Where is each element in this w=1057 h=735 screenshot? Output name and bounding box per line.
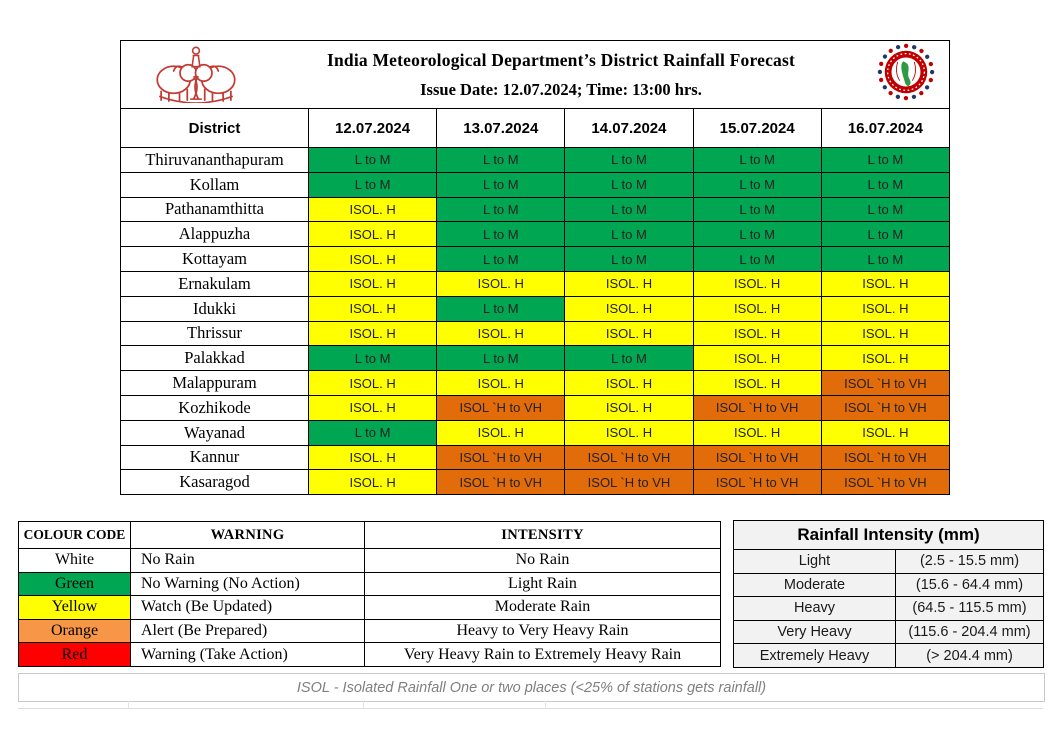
forecast-cell: ISOL. H — [821, 346, 949, 371]
intensity-row — [734, 620, 1044, 644]
forecast-cell: ISOL. H — [565, 395, 693, 420]
district-name: Kollam — [121, 172, 309, 197]
forecast-cell: ISOL `H to VH — [821, 470, 949, 495]
forecast-cell: ISOL. H — [693, 296, 821, 321]
colour-code-cell: White — [19, 549, 131, 573]
forecast-row — [121, 172, 950, 197]
forecast-row — [121, 148, 950, 173]
forecast-cell: L to M — [821, 172, 949, 197]
forecast-cell: ISOL. H — [309, 445, 437, 470]
legend-column-header: WARNING — [131, 522, 365, 549]
forecast-cell: L to M — [693, 247, 821, 272]
district-name: Ernakulam — [121, 271, 309, 296]
forecast-cell: L to M — [821, 148, 949, 173]
isol-footnote: ISOL - Isolated Rainfall One or two places (<25% of stations gets rainfall) — [18, 673, 1045, 702]
forecast-cell: ISOL. H — [565, 371, 693, 396]
forecast-row — [121, 197, 950, 222]
district-name: Malappuram — [121, 371, 309, 396]
intensity-cell: Heavy to Very Heavy Rain — [365, 619, 721, 643]
warning-cell: No Warning (No Action) — [131, 572, 365, 596]
forecast-cell: L to M — [693, 172, 821, 197]
warning-cell: Watch (Be Updated) — [131, 596, 365, 620]
forecast-cell: ISOL. H — [821, 296, 949, 321]
forecast-cell: ISOL. H — [565, 296, 693, 321]
forecast-cell: L to M — [437, 346, 565, 371]
forecast-cell: L to M — [437, 197, 565, 222]
forecast-row — [121, 395, 950, 420]
forecast-cell: ISOL. H — [821, 271, 949, 296]
legend-header-row — [19, 522, 721, 549]
intensity-level: Moderate — [734, 573, 896, 597]
forecast-row — [121, 296, 950, 321]
forecast-cell: L to M — [565, 197, 693, 222]
intensity-range: (2.5 - 15.5 mm) — [896, 550, 1044, 574]
legend-column-header: COLOUR CODE — [19, 522, 131, 549]
column-header-district: District — [121, 109, 309, 148]
intensity-level: Heavy — [734, 597, 896, 621]
forecast-row — [121, 420, 950, 445]
forecast-cell: ISOL. H — [437, 420, 565, 445]
intensity-level: Very Heavy — [734, 620, 896, 644]
forecast-cell: ISOL `H to VH — [693, 470, 821, 495]
forecast-cell: ISOL. H — [309, 470, 437, 495]
forecast-cell: L to M — [565, 247, 693, 272]
forecast-cell: L to M — [309, 148, 437, 173]
intensity-level: Extremely Heavy — [734, 644, 896, 668]
colour-code-cell: Red — [19, 643, 131, 667]
intensity-cell: No Rain — [365, 549, 721, 573]
district-name: Thiruvananthapuram — [121, 148, 309, 173]
forecast-header-row — [121, 109, 950, 148]
forecast-cell: L to M — [565, 172, 693, 197]
district-name: Kottayam — [121, 247, 309, 272]
forecast-cell: ISOL. H — [309, 197, 437, 222]
forecast-cell: ISOL. H — [693, 371, 821, 396]
forecast-cell: ISOL. H — [437, 371, 565, 396]
forecast-cell: ISOL. H — [309, 222, 437, 247]
forecast-cell: L to M — [309, 346, 437, 371]
forecast-row — [121, 371, 950, 396]
intensity-table-title: Rainfall Intensity (mm) — [734, 521, 1044, 550]
forecast-row — [121, 346, 950, 371]
column-header-date: 15.07.2024 — [693, 109, 821, 148]
district-name: Wayanad — [121, 420, 309, 445]
district-name: Palakkad — [121, 346, 309, 371]
legend-body — [19, 549, 721, 667]
gridline-vertical — [363, 701, 364, 709]
column-header-date: 12.07.2024 — [309, 109, 437, 148]
forecast-cell: ISOL `H to VH — [565, 470, 693, 495]
gridline-vertical — [128, 701, 129, 709]
forecast-row — [121, 222, 950, 247]
column-header-date: 13.07.2024 — [437, 109, 565, 148]
intensity-row — [734, 550, 1044, 574]
forecast-cell: L to M — [437, 148, 565, 173]
legend-row — [19, 596, 721, 620]
intensity-range: (64.5 - 115.5 mm) — [896, 597, 1044, 621]
gridline-vertical — [545, 701, 546, 709]
title-row — [121, 41, 950, 109]
district-name: Pathanamthitta — [121, 197, 309, 222]
intensity-body — [734, 550, 1044, 668]
forecast-cell: ISOL. H — [437, 321, 565, 346]
district-name: Idukki — [121, 296, 309, 321]
forecast-cell: ISOL. H — [309, 395, 437, 420]
title-cell — [121, 41, 950, 109]
forecast-cell: ISOL `H to VH — [437, 470, 565, 495]
intensity-title-row — [734, 521, 1044, 550]
forecast-cell: L to M — [821, 247, 949, 272]
forecast-cell: L to M — [821, 197, 949, 222]
rainfall-intensity-table — [733, 520, 1044, 668]
forecast-cell: L to M — [693, 197, 821, 222]
forecast-row — [121, 321, 950, 346]
forecast-cell: ISOL `H to VH — [821, 371, 949, 396]
intensity-row — [734, 644, 1044, 668]
forecast-row — [121, 271, 950, 296]
forecast-cell: ISOL `H to VH — [437, 445, 565, 470]
forecast-cell: ISOL `H to VH — [565, 445, 693, 470]
legend-row — [19, 619, 721, 643]
warning-cell: Alert (Be Prepared) — [131, 619, 365, 643]
forecast-cell: ISOL. H — [821, 321, 949, 346]
legend-row — [19, 572, 721, 596]
forecast-cell: ISOL. H — [693, 321, 821, 346]
district-name: Thrissur — [121, 321, 309, 346]
district-name: Kasaragod — [121, 470, 309, 495]
gridline-horizontal — [18, 708, 1043, 709]
forecast-cell: L to M — [565, 222, 693, 247]
kerala-government-emblem-logo — [147, 41, 245, 108]
forecast-cell: ISOL. H — [309, 321, 437, 346]
forecast-cell: ISOL. H — [309, 296, 437, 321]
forecast-cell: ISOL. H — [565, 271, 693, 296]
forecast-cell: L to M — [437, 222, 565, 247]
imd-emblem-logo — [877, 41, 935, 108]
forecast-cell: ISOL. H — [693, 346, 821, 371]
colour-code-cell: Orange — [19, 619, 131, 643]
forecast-cell: L to M — [693, 222, 821, 247]
intensity-range: (15.6 - 64.4 mm) — [896, 573, 1044, 597]
forecast-cell: L to M — [437, 296, 565, 321]
forecast-cell: ISOL `H to VH — [437, 395, 565, 420]
forecast-cell: ISOL. H — [309, 371, 437, 396]
forecast-cell: ISOL. H — [693, 271, 821, 296]
forecast-cell: ISOL. H — [309, 247, 437, 272]
forecast-cell: L to M — [565, 148, 693, 173]
intensity-cell: Moderate Rain — [365, 596, 721, 620]
forecast-cell: ISOL. H — [309, 271, 437, 296]
intensity-cell: Light Rain — [365, 572, 721, 596]
column-header-date: 14.07.2024 — [565, 109, 693, 148]
colour-code-cell: Green — [19, 572, 131, 596]
forecast-cell: ISOL. H — [693, 420, 821, 445]
forecast-cell: L to M — [821, 222, 949, 247]
district-name: Kannur — [121, 445, 309, 470]
forecast-cell: L to M — [565, 346, 693, 371]
forecast-cell: ISOL `H to VH — [693, 395, 821, 420]
column-header-date: 16.07.2024 — [821, 109, 949, 148]
intensity-cell: Very Heavy Rain to Extremely Heavy Rain — [365, 643, 721, 667]
intensity-level: Light — [734, 550, 896, 574]
forecast-table — [120, 40, 950, 495]
warning-cell: Warning (Take Action) — [131, 643, 365, 667]
issue-date-line: Issue Date: 12.07.2024; Time: 13:00 hrs. — [420, 79, 702, 99]
forecast-row — [121, 445, 950, 470]
forecast-row — [121, 247, 950, 272]
forecast-cell: L to M — [437, 247, 565, 272]
district-name: Kozhikode — [121, 395, 309, 420]
forecast-cell: ISOL. H — [821, 420, 949, 445]
intensity-row — [734, 573, 1044, 597]
colour-code-cell: Yellow — [19, 596, 131, 620]
bulletin-title-block — [245, 50, 877, 100]
forecast-cell: L to M — [309, 420, 437, 445]
forecast-cell: L to M — [693, 148, 821, 173]
intensity-range: (> 204.4 mm) — [896, 644, 1044, 668]
colour-code-legend-table — [18, 521, 721, 667]
intensity-range: (115.6 - 204.4 mm) — [896, 620, 1044, 644]
forecast-cell: ISOL. H — [565, 420, 693, 445]
warning-cell: No Rain — [131, 549, 365, 573]
forecast-cell: L to M — [437, 172, 565, 197]
forecast-body — [121, 148, 950, 495]
legend-row — [19, 643, 721, 667]
forecast-cell: ISOL. H — [437, 271, 565, 296]
forecast-cell: ISOL `H to VH — [821, 445, 949, 470]
forecast-cell: ISOL `H to VH — [693, 445, 821, 470]
forecast-cell: ISOL. H — [565, 321, 693, 346]
forecast-cell: L to M — [309, 172, 437, 197]
forecast-row — [121, 470, 950, 495]
bulletin-title: India Meteorological Department’s District Rainfall Forecast — [326, 49, 796, 70]
legend-row — [19, 549, 721, 573]
intensity-row — [734, 597, 1044, 621]
legend-column-header: INTENSITY — [365, 522, 721, 549]
district-name: Alappuzha — [121, 222, 309, 247]
forecast-cell: ISOL `H to VH — [821, 395, 949, 420]
